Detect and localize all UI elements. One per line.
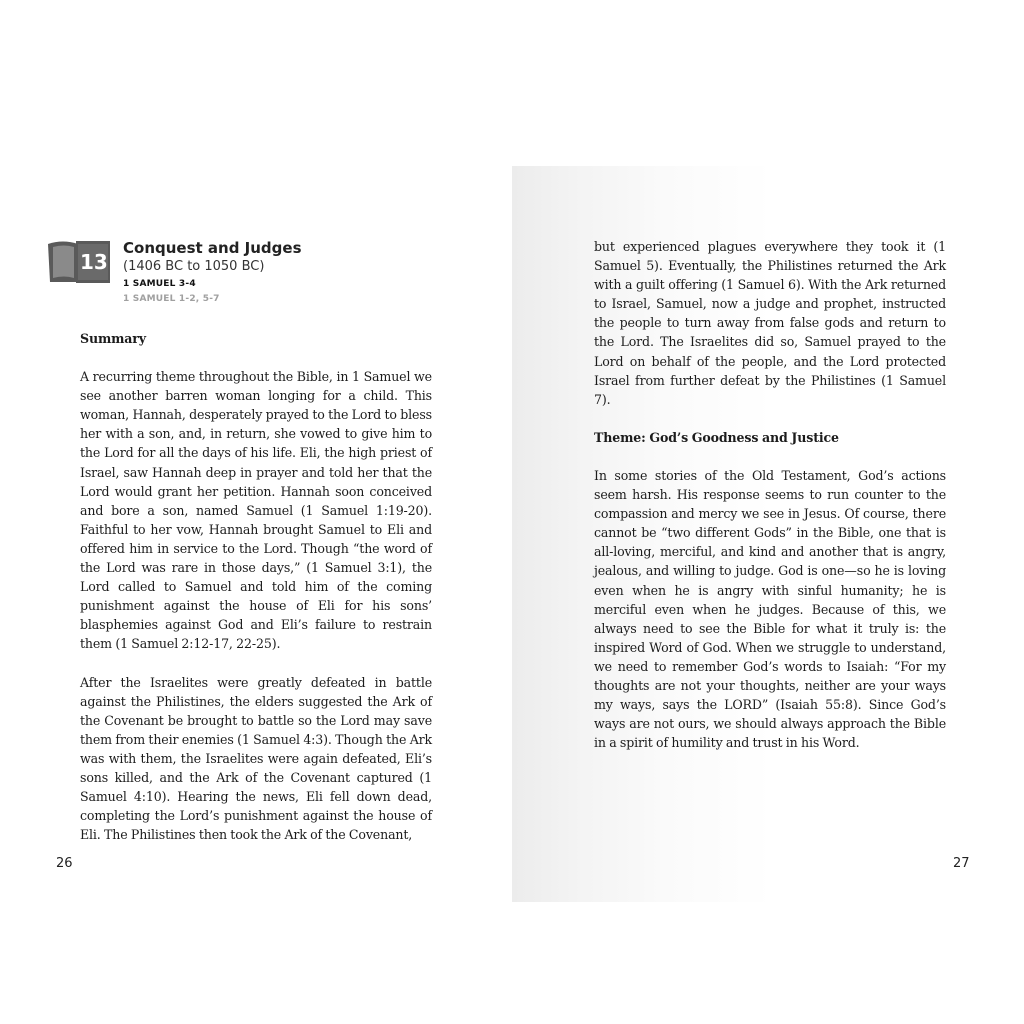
left-page-text xyxy=(80,329,432,844)
chapter-number: 13 xyxy=(80,250,108,274)
primary-reading: 1 SAMUEL 3-4 xyxy=(123,279,196,289)
secondary-reading: 1 SAMUEL 1-2, 5-7 xyxy=(123,294,220,304)
theme-heading: Theme: God’s Goodness and Justice xyxy=(594,429,839,445)
chapter-dates: (1406 BC to 1050 BC) xyxy=(123,259,265,274)
summary-paragraph-1: A recurring theme throughout the Bible, in 1 Samuel we see another barren woman longing for a child. This woman, Hannah, desperately prayed to the Lord to bless her with a son, and, in return, she vowed to give him to the Lord for all the days of his life. Eli, the high priest of Israel, saw Hannah deep in prayer and told her that the Lord would grant her petition. Hannah soon conceived and bore a son, named Samuel (1 Samuel 1:19-20). Faithful to her vow, Hannah brought Samuel to Eli and offered him in service to the Lord. Though “the word of the Lord was rare in those days,” (1 Samuel 3:1), the Lord called to Samuel and told him of the coming punishment against the house of Eli for his sons’ blasphemies against God and Eli’s failure to restrain them (1 Samuel 2:12-17, 22-25). xyxy=(80,369,432,652)
theme-paragraph: In some stories of the Old Testament, God’s actions seem harsh. His response seems to run counter to the compassion and mercy we see in Jesus. Of course, there cannot be “two different Gods” in the Bible, one that is all-loving, merciful, and kind and another that is angry, jealous, and willing to judge. God is one—so he is loving even when he is angry with sinful humanity; he is merciful even when he judges. Because of this, we always need to see the Bible for what it truly is: the inspired Word of God. When we struggle to understand, we need to remember God’s words to Isaiah: “For my thoughts are not your thoughts, neither are your ways my ways, says the LORD” (Isaiah 55:8). Since God’s ways are not ours, we should always approach the Bible in a spirit of humility and trust in his Word. xyxy=(594,467,946,751)
continuation-paragraph: but experienced plagues everywhere they took it (1 Samuel 5). Eventually, the Philistines returned the Ark with a guilt offering (1 Samuel 6). With the Ark returned to Israel, Samuel, now a judge and prophet, instructed the people to turn away from false gods and return to the Lord. The Israelites did so, Samuel prayed to the Lord on behalf of the people, and the Lord protected Israel from further defeat by the Philistines (1 Samuel 7). xyxy=(594,239,946,407)
chapter-header xyxy=(47,238,407,318)
page-number-right: 27 xyxy=(953,856,970,871)
right-page-text xyxy=(594,237,946,752)
summary-heading: Summary xyxy=(80,331,146,346)
summary-paragraph-2: After the Israelites were greatly defeated in battle against the Philistines, the elders suggested the Ark of the Covenant be brought to battle so the Lord may save them from their enemies (1 Samuel 4:3). Though the Ark was with them, the Israelites were again defeated, Eli’s sons killed, and the Ark of the Covenant captured (1 Samuel 4:10). Hearing the news, Eli fell down dead, completing the Lord’s punishment against the house of Eli. The Philistines then took the Ark of the Covenant, xyxy=(80,674,432,843)
chapter-title: Conquest and Judges xyxy=(123,239,302,257)
page-number-left: 26 xyxy=(56,856,73,871)
